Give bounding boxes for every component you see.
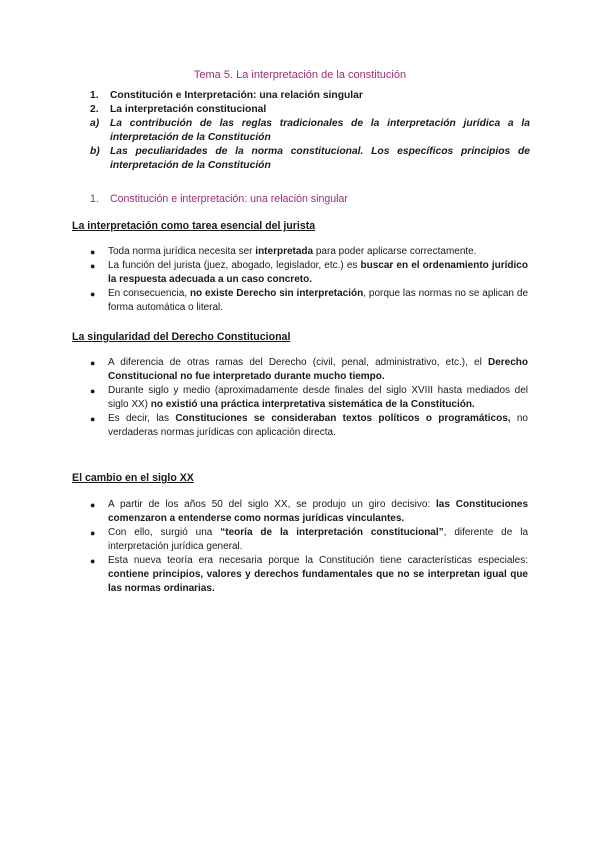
subheading-singularidad: La singularidad del Derecho Constitucional xyxy=(72,331,291,343)
bullet-icon: ● xyxy=(90,261,96,271)
list-item: ● Es decir, las Constituciones se consideraban textos políticos o programáticos, no verdaderas normas jurídicas con aplicación directa. xyxy=(90,413,528,438)
document-title: Tema 5. La interpretación de la constitución xyxy=(193,69,407,81)
bullet-icon: ● xyxy=(90,386,96,396)
bullet-list-3 xyxy=(90,498,528,596)
subheading-cambio-siglo: El cambio en el siglo XX xyxy=(72,472,194,484)
subheading-interpretacion-jurista: La interpretación como tarea esencial del jurista xyxy=(72,220,316,232)
toc-item-b: b) Las peculiaridades de la norma constitucional. Los específicos principios de interpretación de la Constitución xyxy=(90,146,530,171)
list-item: ● A diferencia de otras ramas del Derecho (civil, penal, administrativo, etc.), el Derecho Constitucional no fue interpretado durante mucho tiempo. xyxy=(90,357,528,382)
list-item: ● Esta nueva teoría era necesaria porque la Constitución tiene características especiales: contiene principios, valores y derechos fundamentales que no se interpretan igual que las normas ordinarias. xyxy=(90,555,528,594)
bullet-icon: ● xyxy=(90,556,96,566)
section-heading: 1. Constitución e interpretación: una relación singular xyxy=(90,193,348,205)
bullet-icon: ● xyxy=(90,247,96,257)
bullet-icon: ● xyxy=(90,358,96,368)
toc-item-1: 1. Constitución e Interpretación: una relación singular xyxy=(90,90,363,101)
table-of-contents xyxy=(90,89,530,173)
bullet-icon: ● xyxy=(90,414,96,424)
bullet-list-1 xyxy=(90,245,528,315)
list-item: ● Toda norma jurídica necesita ser interpretada para poder aplicarse correctamente. xyxy=(90,246,477,257)
bullet-icon: ● xyxy=(90,528,96,538)
bullet-list-2 xyxy=(90,356,528,440)
list-item: ● La función del jurista (juez, abogado, legislador, etc.) es buscar en el ordenamiento jurídico la respuesta adecuada a un caso concreto. xyxy=(90,260,528,285)
bullet-icon: ● xyxy=(90,500,96,510)
toc-item-2: 2. La interpretación constitucional xyxy=(90,104,267,115)
list-item: ● A partir de los años 50 del siglo XX, se produjo un giro decisivo: las Constituciones comenzaron a entenderse como normas jurídicas vinculantes. xyxy=(90,499,528,524)
list-item: ● Con ello, surgió una “teoría de la interpretación constitucional”, diferente de la interpretación jurídica general. xyxy=(90,527,529,552)
toc-item-a: a) La contribución de las reglas tradicionales de la interpretación jurídica a la interpretación de la Constitución xyxy=(90,118,530,143)
list-item: ● Durante siglo y medio (aproximadamente desde finales del siglo XVIII hasta mediados del siglo XX) no existió una práctica interpretativa sistemática de la Constitución. xyxy=(90,385,528,410)
bullet-icon: ● xyxy=(90,289,96,299)
list-item: ● En consecuencia, no existe Derecho sin interpretación, porque las normas no se aplican de forma automática o literal. xyxy=(90,288,529,313)
